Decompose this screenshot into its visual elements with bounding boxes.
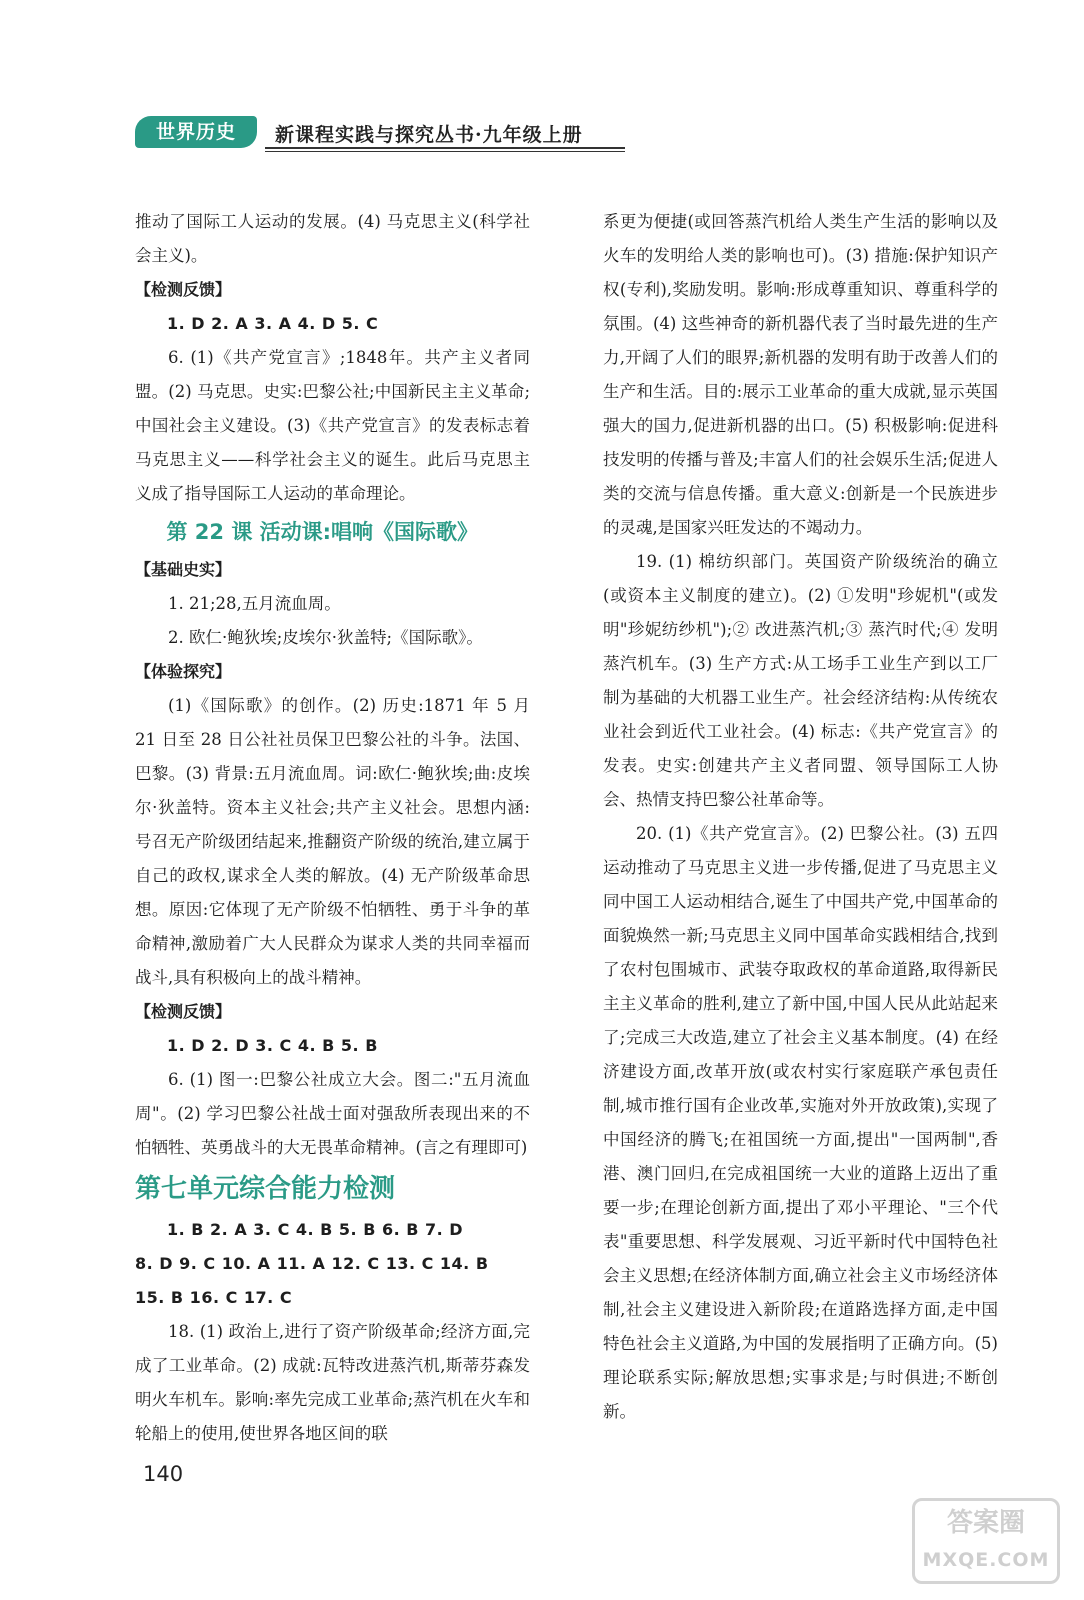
multiple-choice-answers: 15. B 16. C 17. C: [135, 1288, 293, 1307]
answer-paragraph: (1)《国际歌》的创作。(2) 历史:1871 年 5 月 21 日至 28 日公社社员保卫巴黎公社的斗争。法国、巴黎。(3) 背景:五月流血周。词:欧仁·鲍狄埃;曲:皮埃尔·狄盖特。资本主义社会;共产主义社会。思想内涵:号召无产阶级团结起来,推翻资产阶级的统治,建立属于自己的政权,谋求全人类的解放。(4) 无产阶级革命思想。原因:它体现了无产阶级不怕牺牲、勇于斗争的革命精神,激励着广大人民群众为谋求人类的共同幸福而战斗,具有积极向上的战斗精神。: [135, 696, 530, 987]
watermark-url: MXQE.COM: [922, 1549, 1050, 1571]
multiple-choice-answers: 1. D 2. A 3. A 4. D 5. C: [167, 314, 379, 333]
watermark-text: 答案圈: [946, 1508, 1025, 1538]
series-title: 新课程实践与探究丛书·九年级上册: [275, 124, 583, 146]
answer-paragraph: 系更为便捷(或回答蒸汽机给人类生产生活的影响以及火车的发明给人类的影响也可)。(3) 措施:保护知识产权(专利),奖励发明。影响:形成尊重知识、尊重科学的氛围。(4) 这些神奇的新机器代表了当时最先进的生产力,开阔了人们的眼界;新机器的发明有助于改善人们的生产和生活。目的:展示工业革命的重大成就,显示英国强大的国力,促进新机器的出口。(5) 积极影响:促进科技发明的传播与普及;丰富人们的社会娱乐生活;促进人类的交流与信息传播。重大意义:创新是一个民族进步的灵魂,是国家兴旺发达的不竭动力。: [603, 212, 998, 537]
answer-paragraph: 20. (1)《共产党宣言》。(2) 巴黎公社。(3) 五四运动推动了马克思主义进一步传播,促进了马克思主义同中国工人运动相结合,诞生了中国共产党,中国革命的面貌焕然一新;马克思主义同中国革命实践相结合,找到了农村包围城市、武装夺取政权的革命道路,取得新民主主义革命的胜利,建立了新中国,中国人民从此站起来了;完成三大改造,建立了社会主义基本制度。(4) 在经济建设方面,改革开放(或农村实行家庭联产承包责任制,城市推行国有企业改革,实施对外开放政策),实现了中国经济的腾飞;在祖国统一方面,提出"一国两制",香港、澳门回归,在完成祖国统一大业的道路上迈出了重要一步;在理论创新方面,提出了邓小平理论、"三个代表"重要思想、科学发展观、习近平新时代中国特色社会主义思想;在经济体制方面,确立社会主义市场经济体制,社会主义建设进入新阶段;在道路选择方面,走中国特色社会主义道路,为中国的发展指明了正确方向。(5) 理论联系实际;解放思想;实事求是;与时俱进;不断创新。: [603, 824, 998, 1421]
lesson-heading: 第 22 课 活动课:唱响《国际歌》: [166, 520, 479, 544]
subject-badge: 世界历史: [135, 116, 257, 148]
section-tag-explore: 【体验探究】: [135, 662, 232, 681]
unit-test-heading: 第七单元综合能力检测: [135, 1174, 396, 1204]
running-header: [135, 116, 625, 152]
answer-paragraph: 19. (1) 棉纺织部门。英国资产阶级统治的确立(或资本主义制度的建立)。(2) ①发明"珍妮机"(或发明"珍妮纺纱机");② 改进蒸汽机;③ 蒸汽时代;④ 发明蒸汽机车。(3) 生产方式:从工场手工业生产到以工厂制为基础的大机器工业生产。社会经济结构:从传统农业社会到近代工业社会。(4) 标志:《共产党宣言》的发表。史实:创建共产主义者同盟、领导国际工人协会、热情支持巴黎公社革命等。: [603, 552, 998, 809]
answer-paragraph: 6. (1) 图一:巴黎公社成立大会。图二:"五月流血周"。(2) 学习巴黎公社战士面对强敌所表现出来的不怕牺牲、英勇战斗的大无畏革命精神。(言之有理即可): [135, 1070, 530, 1157]
section-tag-feedback: 【检测反馈】: [135, 1002, 232, 1021]
section-tag-basics: 【基础史实】: [135, 560, 232, 579]
answer-paragraph: 6. (1)《共产党宣言》;1848年。共产主义者同盟。(2) 马克思。史实:巴黎公社;中国新民主主义革命;中国社会主义建设。(3)《共产党宣言》的发表标志着马克思主义——科学社会主义的诞生。此后马克思主义成了指导国际工人运动的革命理论。: [135, 348, 530, 503]
answer-paragraph: 1. 21;28,五月流血周。: [168, 594, 341, 613]
multiple-choice-answers: 1. B 2. A 3. C 4. B 5. B 6. B 7. D: [167, 1220, 464, 1239]
left-column: [135, 205, 530, 1451]
right-column: [603, 205, 998, 1429]
answer-paragraph: 18. (1) 政治上,进行了资产阶级革命;经济方面,完成了工业革命。(2) 成就:瓦特改进蒸汽机,斯蒂芬森发明火车机车。影响:率先完成工业革命;蒸汽机在火车和轮船上的使用,使世界各地区间的联: [135, 1322, 530, 1443]
watermark-logo: [912, 1498, 1060, 1584]
answer-paragraph: 2. 欧仁·鲍狄埃;皮埃尔·狄盖特;《国际歌》。: [168, 628, 483, 647]
header-rule-thin: [265, 151, 625, 152]
multiple-choice-answers: 1. D 2. D 3. C 4. B 5. B: [167, 1036, 378, 1055]
page-number: 140: [143, 1462, 184, 1486]
multiple-choice-answers: 8. D 9. C 10. A 11. A 12. C 13. C 14. B: [135, 1254, 489, 1273]
answer-paragraph: 推动了国际工人运动的发展。(4) 马克思主义(科学社会主义)。: [135, 212, 530, 265]
section-tag-feedback: 【检测反馈】: [135, 280, 232, 299]
header-rule: [265, 147, 625, 149]
